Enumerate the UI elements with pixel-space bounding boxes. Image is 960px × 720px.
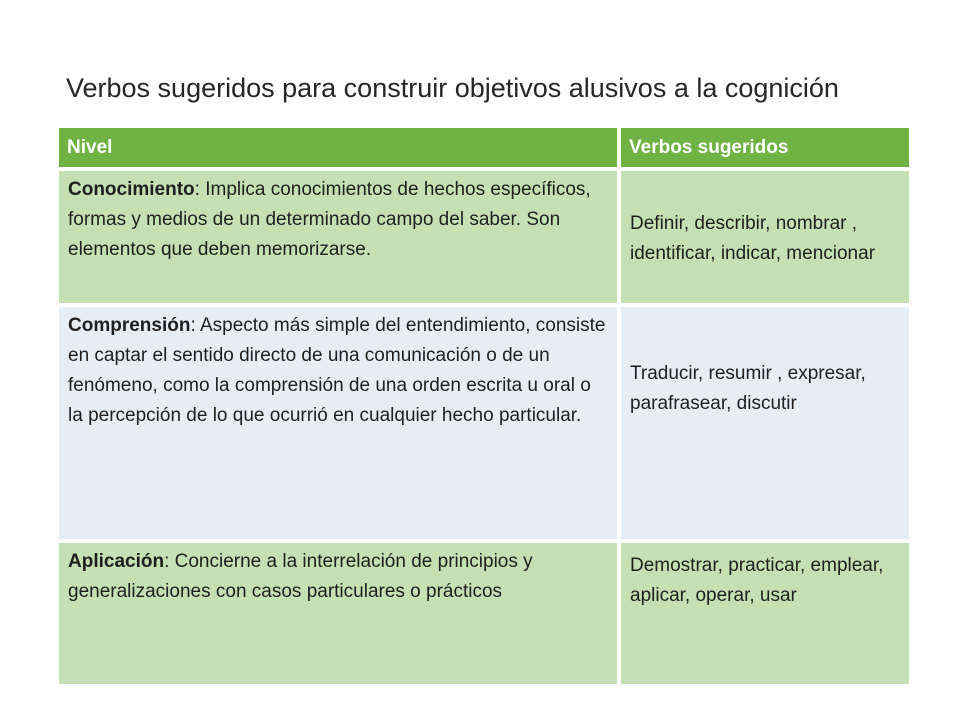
header-nivel: Nivel xyxy=(59,128,617,167)
verbs-cell xyxy=(621,543,909,684)
header-verbos-sugeridos: Verbos sugeridos xyxy=(621,128,909,167)
level-description: : Implica conocimientos de hechos específicos, formas y medios de un determinado campo del saber. Son elementos que deben memorizarse. xyxy=(68,179,591,260)
level-term: Conocimiento xyxy=(68,179,195,200)
level-description: : Aspecto más simple del entendimiento, consiste en captar el sentido directo de una comunicación o de un fenómeno, como la comprensión de una orden escrita u oral o la percepción de lo que ocurrió en cualquier hecho particular. xyxy=(68,315,606,426)
level-term: Aplicación xyxy=(68,551,165,572)
nivel-cell xyxy=(59,171,617,303)
verbs-cell xyxy=(621,171,909,303)
level-description: : Concierne a la interrelación de principios y generalizaciones con casos particulares o prácticos xyxy=(68,551,533,602)
suggested-verbs: Definir, describir, nombrar , identificar, indicar, mencionar xyxy=(630,213,876,264)
nivel-cell xyxy=(59,307,617,539)
suggested-verbs: Demostrar, practicar, emplear, aplicar, operar, usar xyxy=(630,555,884,606)
table-row xyxy=(59,171,909,303)
table-header-row xyxy=(59,128,909,167)
nivel-cell xyxy=(59,543,617,684)
suggested-verbs: Traducir, resumir , expresar, parafrasear, discutir xyxy=(630,363,866,414)
table-row xyxy=(59,307,909,539)
table-row xyxy=(59,543,909,684)
level-term: Comprensión xyxy=(68,315,191,336)
verbs-cell xyxy=(621,307,909,539)
page-title: Verbos sugeridos para construir objetivos alusivos a la cognición xyxy=(66,73,839,103)
